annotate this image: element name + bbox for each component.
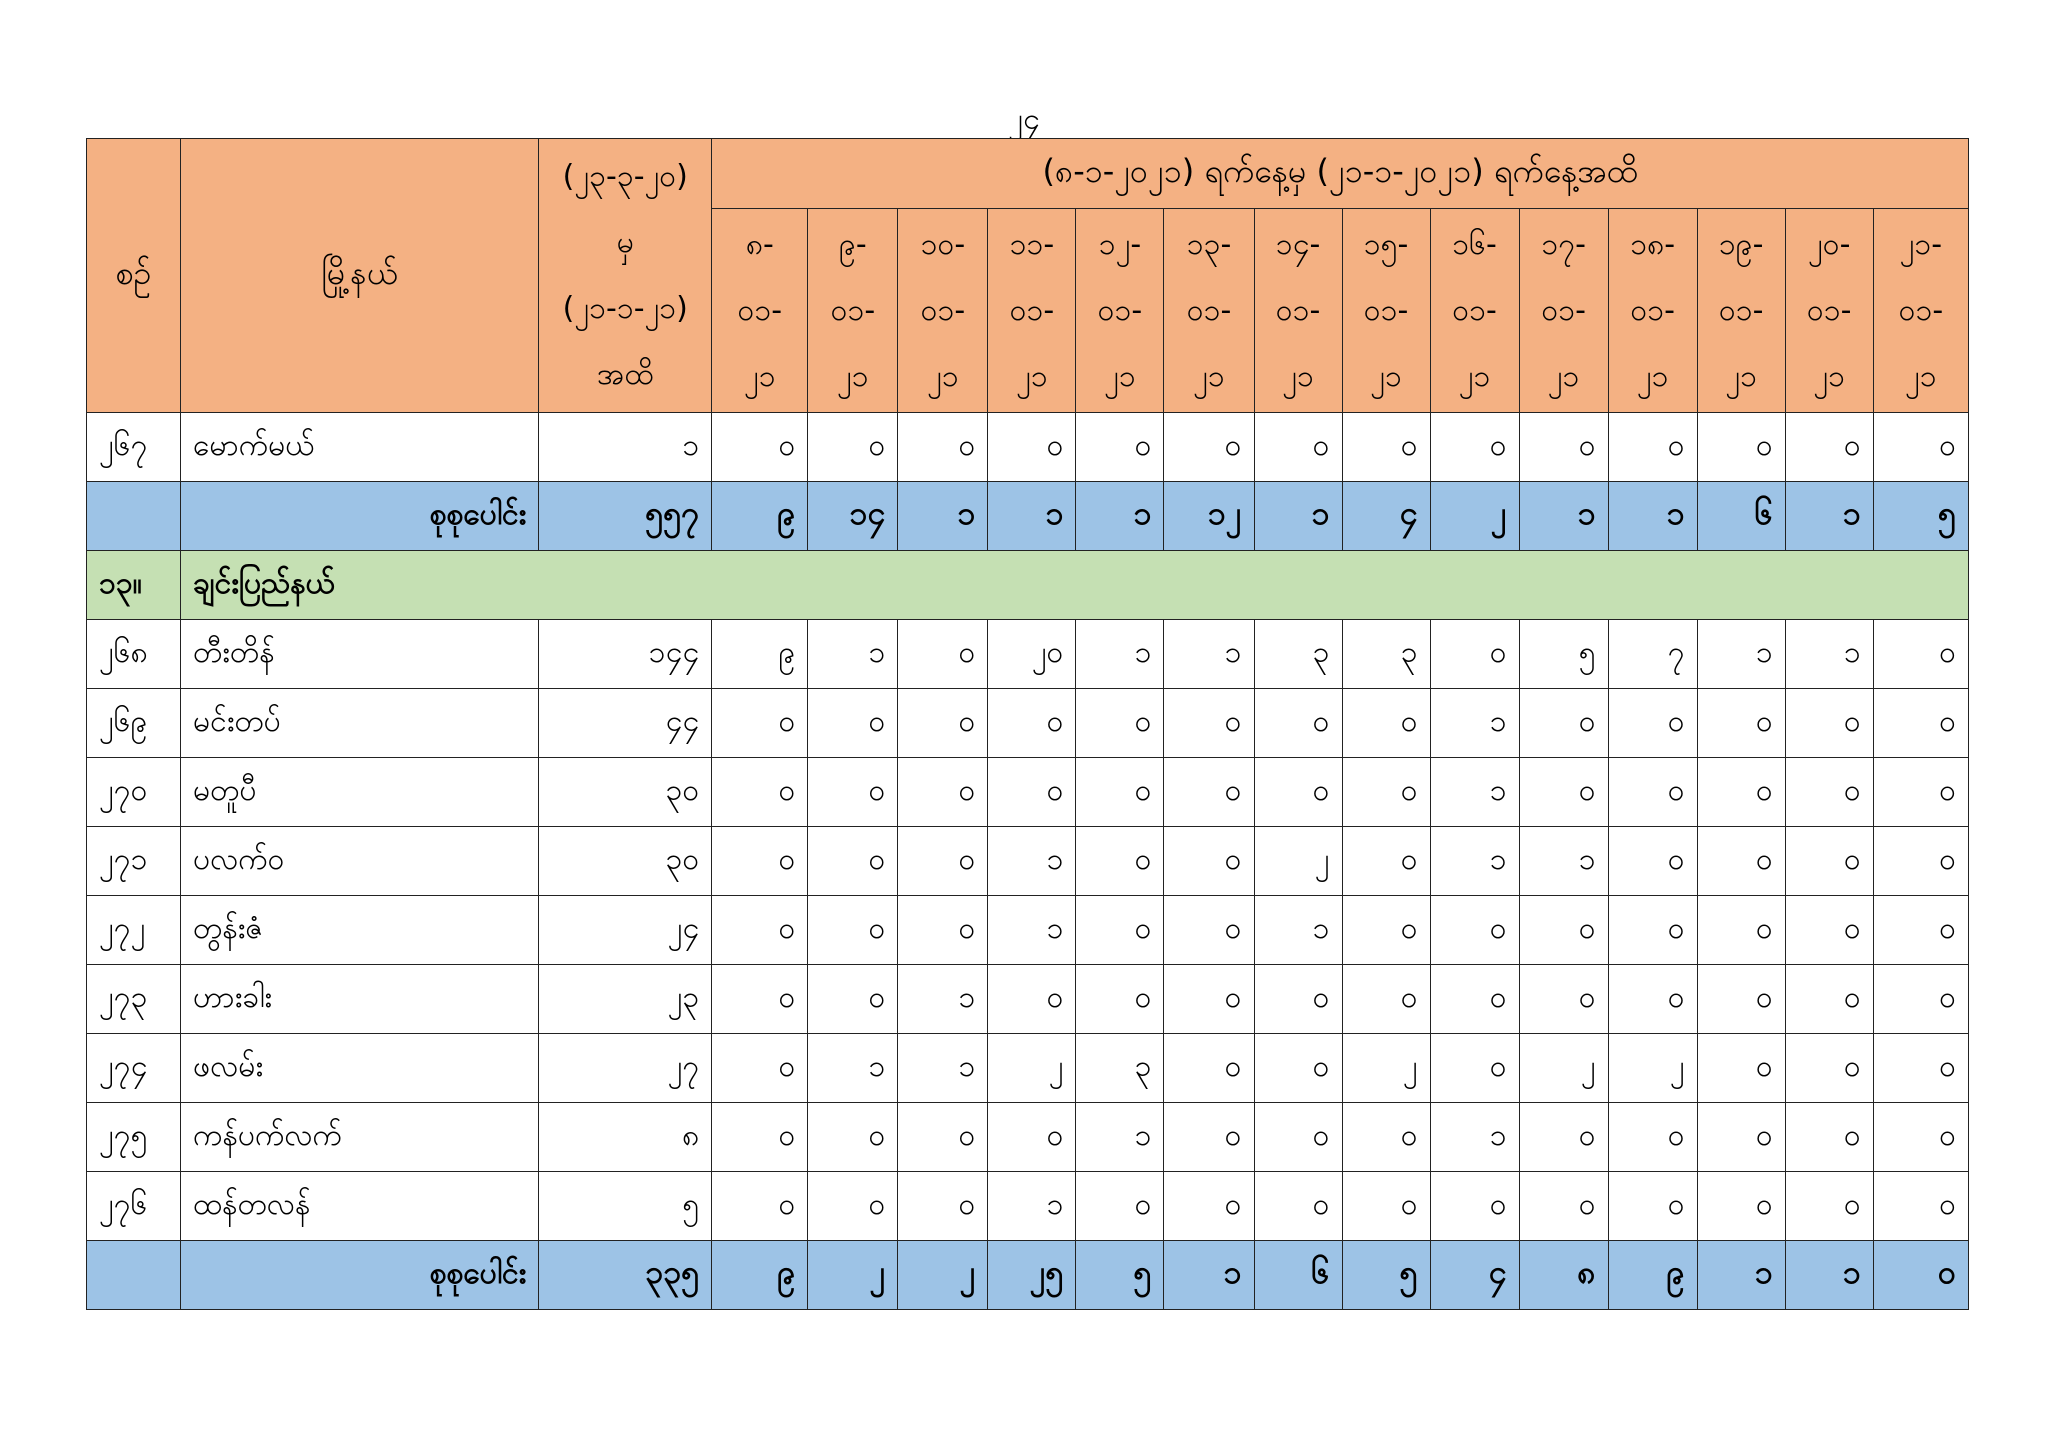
daily-value: ၀ bbox=[1519, 965, 1608, 1034]
daily-value: ၀ bbox=[1873, 1103, 1968, 1172]
daily-value: ၁ bbox=[1254, 896, 1342, 965]
daily-value: ၀ bbox=[1342, 758, 1430, 827]
daily-value: ၉ bbox=[1608, 1241, 1697, 1310]
daily-value: ၀ bbox=[1164, 413, 1254, 482]
daily-value: ၁ bbox=[1076, 482, 1164, 551]
header-date-line: ၂၁ bbox=[1725, 358, 1757, 394]
daily-value: ၀ bbox=[1519, 1103, 1608, 1172]
header-range-title: (၈-၁-၂၀၂၁) ရက်နေ့မှ (၂၁-၁-၂၀၂၁) ရက်နေ့အထိ bbox=[712, 139, 1969, 209]
daily-value: ၀ bbox=[1697, 1034, 1785, 1103]
daily-value: ၂၀ bbox=[988, 620, 1076, 689]
daily-value: ၁ bbox=[1164, 620, 1254, 689]
daily-value: ၁၄ bbox=[808, 482, 898, 551]
daily-value: ၀ bbox=[1254, 965, 1342, 1034]
township-name: မင်းတပ် bbox=[181, 689, 539, 758]
daily-value: ၁ bbox=[808, 1034, 898, 1103]
daily-value: ၂ bbox=[808, 1241, 898, 1310]
total-label: စုစုပေါင်း bbox=[181, 482, 539, 551]
header-date-5 bbox=[1076, 209, 1164, 413]
daily-value: ၀ bbox=[1164, 758, 1254, 827]
daily-value: ၀ bbox=[1519, 1172, 1608, 1241]
township-name: ဟားခါး bbox=[181, 965, 539, 1034]
table-row bbox=[87, 413, 1969, 482]
daily-value: ၀ bbox=[1076, 1172, 1164, 1241]
daily-value: ၁ bbox=[988, 896, 1076, 965]
daily-value: ၂ bbox=[1608, 1034, 1697, 1103]
header-date-line: ၀၁- bbox=[1541, 292, 1586, 328]
header-date-line: ၁၂- bbox=[1098, 226, 1142, 262]
header-date-line: ၂၁ bbox=[1370, 358, 1402, 394]
header-date-line: ၈- bbox=[745, 226, 774, 262]
daily-value: ၀ bbox=[712, 1034, 808, 1103]
cumulative-value: ၅၅၇ bbox=[539, 482, 712, 551]
daily-value: ၀ bbox=[1076, 965, 1164, 1034]
daily-value: ၁ bbox=[1608, 482, 1697, 551]
daily-value: ၃ bbox=[1076, 1034, 1164, 1103]
daily-value: ၉ bbox=[712, 482, 808, 551]
serial-number: ၂၆၉ bbox=[87, 689, 181, 758]
daily-value: ၀ bbox=[1697, 1103, 1785, 1172]
daily-value: ၀ bbox=[712, 689, 808, 758]
daily-value: ၁ bbox=[988, 827, 1076, 896]
daily-value: ၀ bbox=[988, 689, 1076, 758]
table-row bbox=[87, 965, 1969, 1034]
header-date-line: ၁၉- bbox=[1718, 226, 1764, 262]
cumulative-value: ၁၄၄ bbox=[539, 620, 712, 689]
daily-value: ၀ bbox=[1873, 1241, 1968, 1310]
header-date-2 bbox=[808, 209, 898, 413]
covid-township-table bbox=[86, 138, 1969, 1310]
header-date-14 bbox=[1873, 209, 1968, 413]
daily-value: ၀ bbox=[1519, 689, 1608, 758]
cumulative-value: ၃၃၅ bbox=[539, 1241, 712, 1310]
cumulative-value: ၂၃ bbox=[539, 965, 712, 1034]
daily-value: ၂ bbox=[1519, 1034, 1608, 1103]
daily-value: ၁ bbox=[1785, 620, 1873, 689]
daily-value: ၀ bbox=[1873, 413, 1968, 482]
daily-value: ၀ bbox=[1873, 689, 1968, 758]
daily-value: ၂ bbox=[898, 1241, 988, 1310]
daily-value: ၀ bbox=[898, 1103, 988, 1172]
township-name: မတူပီ bbox=[181, 758, 539, 827]
daily-value: ၀ bbox=[1076, 896, 1164, 965]
daily-value: ၀ bbox=[1254, 1103, 1342, 1172]
daily-value: ၁ bbox=[1430, 827, 1519, 896]
daily-value: ၀ bbox=[1697, 896, 1785, 965]
page-number: ၂၄ bbox=[1008, 102, 1040, 137]
daily-value: ၀ bbox=[1164, 1103, 1254, 1172]
cumulative-value: ၂၇ bbox=[539, 1034, 712, 1103]
header-date-line: ၁၁- bbox=[1009, 226, 1055, 262]
daily-value: ၀ bbox=[1697, 1172, 1785, 1241]
daily-value: ၀ bbox=[712, 965, 808, 1034]
daily-value: ၂ bbox=[988, 1034, 1076, 1103]
daily-value: ၀ bbox=[1873, 758, 1968, 827]
header-date-line: ၂၁- bbox=[1899, 226, 1943, 262]
daily-value: ၀ bbox=[1342, 965, 1430, 1034]
header-date-3 bbox=[898, 209, 988, 413]
daily-value: ၀ bbox=[712, 827, 808, 896]
daily-value: ၀ bbox=[1608, 1103, 1697, 1172]
header-date-line: ၂၁ bbox=[1282, 358, 1314, 394]
daily-value: ၀ bbox=[898, 758, 988, 827]
township-name: တီးတိန် bbox=[181, 620, 539, 689]
serial-number: ၂၇၅ bbox=[87, 1103, 181, 1172]
header-date-10 bbox=[1519, 209, 1608, 413]
daily-value: ၀ bbox=[712, 896, 808, 965]
daily-value: ၇ bbox=[1608, 620, 1697, 689]
daily-value: ၁ bbox=[1697, 1241, 1785, 1310]
daily-value: ၀ bbox=[1430, 896, 1519, 965]
total-row bbox=[87, 482, 1969, 551]
header-date-line: ၂၁ bbox=[1813, 358, 1846, 394]
daily-value: ၀ bbox=[712, 1172, 808, 1241]
township-name: ထန်တလန် bbox=[181, 1172, 539, 1241]
serial-number: ၂၆၈ bbox=[87, 620, 181, 689]
table-row bbox=[87, 896, 1969, 965]
daily-value: ၀ bbox=[898, 1172, 988, 1241]
header-date-8 bbox=[1342, 209, 1430, 413]
daily-value: ၀ bbox=[1519, 758, 1608, 827]
daily-value: ၀ bbox=[808, 965, 898, 1034]
total-blank bbox=[87, 1241, 181, 1310]
header-date-line: ၀၁- bbox=[1275, 292, 1321, 328]
daily-value: ၂ bbox=[1342, 1034, 1430, 1103]
daily-value: ၀ bbox=[712, 1103, 808, 1172]
daily-value: ၁ bbox=[988, 482, 1076, 551]
header-date-line: ၀၁- bbox=[1718, 292, 1764, 328]
header-date-4 bbox=[988, 209, 1076, 413]
header-date-line: ၂၁ bbox=[1636, 358, 1669, 394]
daily-value: ၀ bbox=[1076, 758, 1164, 827]
cumulative-value: ၄၄ bbox=[539, 689, 712, 758]
daily-value: ၀ bbox=[808, 689, 898, 758]
daily-value: ၀ bbox=[1164, 1172, 1254, 1241]
daily-value: ၀ bbox=[1873, 1172, 1968, 1241]
serial-number: ၂၇၄ bbox=[87, 1034, 181, 1103]
header-date-7 bbox=[1254, 209, 1342, 413]
daily-value: ၄ bbox=[1342, 482, 1430, 551]
daily-value: ၀ bbox=[1697, 965, 1785, 1034]
header-date-line: ၁၅- bbox=[1363, 226, 1409, 262]
header-date-line: ၀၁- bbox=[1630, 292, 1675, 328]
daily-value: ၀ bbox=[808, 896, 898, 965]
header-row-top bbox=[87, 139, 1969, 209]
section-name: ချင်းပြည်နယ် bbox=[181, 551, 1969, 620]
total-label: စုစုပေါင်း bbox=[181, 1241, 539, 1310]
serial-number: ၂၇၀ bbox=[87, 758, 181, 827]
daily-value: ၀ bbox=[1254, 1034, 1342, 1103]
daily-value: ၀ bbox=[1785, 689, 1873, 758]
daily-value: ၀ bbox=[1430, 965, 1519, 1034]
header-date-line: ၀၁- bbox=[1806, 292, 1852, 328]
daily-value: ၁ bbox=[1254, 482, 1342, 551]
daily-value: ၀ bbox=[1873, 1034, 1968, 1103]
cumulative-value: ၈ bbox=[539, 1103, 712, 1172]
daily-value: ၁ bbox=[1430, 689, 1519, 758]
daily-value: ၂ bbox=[1254, 827, 1342, 896]
header-date-line: ၂၁ bbox=[837, 358, 869, 394]
header-date-9 bbox=[1430, 209, 1519, 413]
daily-value: ၀ bbox=[898, 620, 988, 689]
header-cumulative-line: (၂၃-၃-၂၀) bbox=[562, 158, 688, 194]
header-cumulative-line: မှ bbox=[616, 224, 634, 260]
daily-value: ၁ bbox=[1785, 1241, 1873, 1310]
header-date-line: ၁၄- bbox=[1275, 226, 1321, 262]
daily-value: ၀ bbox=[808, 1172, 898, 1241]
daily-value: ၁ bbox=[898, 482, 988, 551]
daily-value: ၀ bbox=[1164, 1034, 1254, 1103]
daily-value: ၀ bbox=[1342, 1103, 1430, 1172]
daily-value: ၀ bbox=[1254, 689, 1342, 758]
daily-value: ၀ bbox=[1873, 827, 1968, 896]
daily-value: ၀ bbox=[1608, 1172, 1697, 1241]
header-cumulative bbox=[539, 139, 712, 413]
daily-value: ၀ bbox=[808, 827, 898, 896]
daily-value: ၀ bbox=[1254, 758, 1342, 827]
daily-value: ၀ bbox=[1164, 689, 1254, 758]
daily-value: ၀ bbox=[1785, 827, 1873, 896]
header-date-line: ၉- bbox=[839, 226, 867, 262]
daily-value: ၀ bbox=[1608, 896, 1697, 965]
daily-value: ၀ bbox=[1254, 413, 1342, 482]
daily-value: ၀ bbox=[1785, 758, 1873, 827]
daily-value: ၃ bbox=[1342, 620, 1430, 689]
daily-value: ၀ bbox=[1342, 896, 1430, 965]
header-serial: စဉ် bbox=[87, 139, 181, 413]
daily-value: ၀ bbox=[1608, 758, 1697, 827]
daily-value: ၁ bbox=[898, 965, 988, 1034]
header-date-line: ၂၁ bbox=[744, 358, 776, 394]
table-row bbox=[87, 1103, 1969, 1172]
header-date-line: ၁၃- bbox=[1186, 226, 1232, 262]
daily-value: ၀ bbox=[1076, 827, 1164, 896]
serial-number: ၂၇၂ bbox=[87, 896, 181, 965]
serial-number: ၂၇၃ bbox=[87, 965, 181, 1034]
daily-value: ၀ bbox=[1608, 413, 1697, 482]
table-row bbox=[87, 689, 1969, 758]
daily-value: ၉ bbox=[712, 620, 808, 689]
header-date-line: ၀၁- bbox=[737, 292, 783, 328]
daily-value: ၀ bbox=[1430, 1172, 1519, 1241]
daily-value: ၀ bbox=[1608, 689, 1697, 758]
daily-value: ၁၂ bbox=[1164, 482, 1254, 551]
daily-value: ၀ bbox=[1608, 827, 1697, 896]
daily-value: ၀ bbox=[712, 413, 808, 482]
daily-value: ၅ bbox=[1342, 1241, 1430, 1310]
daily-value: ၀ bbox=[898, 827, 988, 896]
header-date-line: ၀၁- bbox=[1186, 292, 1232, 328]
header-date-12 bbox=[1697, 209, 1785, 413]
daily-value: ၀ bbox=[1697, 758, 1785, 827]
daily-value: ၁ bbox=[1519, 482, 1608, 551]
header-cumulative-line: အထိ bbox=[596, 356, 654, 392]
daily-value: ၅ bbox=[1076, 1241, 1164, 1310]
daily-value: ၀ bbox=[1608, 965, 1697, 1034]
daily-value: ၁ bbox=[1785, 482, 1873, 551]
daily-value: ၀ bbox=[808, 413, 898, 482]
daily-value: ၁ bbox=[808, 620, 898, 689]
header-date-line: ၂၁ bbox=[1193, 358, 1225, 394]
section-row bbox=[87, 551, 1969, 620]
daily-value: ၁ bbox=[1076, 1103, 1164, 1172]
daily-value: ၁ bbox=[988, 1172, 1076, 1241]
daily-value: ၀ bbox=[1519, 413, 1608, 482]
daily-value: ၀ bbox=[898, 896, 988, 965]
daily-value: ၀ bbox=[1519, 896, 1608, 965]
township-name: ကန်ပက်လက် bbox=[181, 1103, 539, 1172]
daily-value: ၅ bbox=[1873, 482, 1968, 551]
daily-value: ၀ bbox=[1873, 896, 1968, 965]
daily-value: ၁ bbox=[1430, 1103, 1519, 1172]
table-row bbox=[87, 827, 1969, 896]
cumulative-value: ၃၀ bbox=[539, 827, 712, 896]
township-name: ပလက်ဝ bbox=[181, 827, 539, 896]
daily-value: ၀ bbox=[808, 758, 898, 827]
daily-value: ၀ bbox=[1697, 689, 1785, 758]
township-name: တွန်းဇံ bbox=[181, 896, 539, 965]
daily-value: ၂၅ bbox=[988, 1241, 1076, 1310]
header-date-line: ၀၁- bbox=[1452, 292, 1497, 328]
total-blank bbox=[87, 482, 181, 551]
cumulative-value: ၂၄ bbox=[539, 896, 712, 965]
daily-value: ၀ bbox=[1342, 413, 1430, 482]
daily-value: ၀ bbox=[1430, 1034, 1519, 1103]
daily-value: ၀ bbox=[988, 758, 1076, 827]
daily-value: ၀ bbox=[808, 1103, 898, 1172]
cumulative-value: ၁ bbox=[539, 413, 712, 482]
header-date-line: ၁၆- bbox=[1452, 226, 1497, 262]
header-date-line: ၀၁- bbox=[1363, 292, 1409, 328]
daily-value: ၀ bbox=[898, 413, 988, 482]
daily-value: ၀ bbox=[1785, 1103, 1873, 1172]
header-cumulative-line: (၂၁-၁-၂၁) bbox=[562, 290, 688, 326]
header-date-13 bbox=[1785, 209, 1873, 413]
daily-value: ၁ bbox=[1430, 758, 1519, 827]
daily-value: ၀ bbox=[1697, 827, 1785, 896]
header-date-line: ၁၇- bbox=[1541, 226, 1586, 262]
header-date-1 bbox=[712, 209, 808, 413]
header-date-11 bbox=[1608, 209, 1697, 413]
daily-value: ၀ bbox=[1076, 413, 1164, 482]
header-date-line: ၀၁- bbox=[1898, 292, 1944, 328]
serial-number: ၂၇၁ bbox=[87, 827, 181, 896]
daily-value: ၄ bbox=[1430, 1241, 1519, 1310]
daily-value: ၀ bbox=[1430, 620, 1519, 689]
daily-value: ၃ bbox=[1254, 620, 1342, 689]
township-name: ဖလမ်း bbox=[181, 1034, 539, 1103]
header-date-line: ၂၁ bbox=[927, 358, 959, 394]
daily-value: ၀ bbox=[1785, 1172, 1873, 1241]
daily-value: ၀ bbox=[988, 1103, 1076, 1172]
table-row bbox=[87, 1172, 1969, 1241]
daily-value: ၀ bbox=[1430, 413, 1519, 482]
daily-value: ၁ bbox=[1164, 1241, 1254, 1310]
header-township: မြို့နယ် bbox=[181, 139, 539, 413]
daily-value: ၀ bbox=[1873, 965, 1968, 1034]
serial-number: ၂၆၇ bbox=[87, 413, 181, 482]
total-row bbox=[87, 1241, 1969, 1310]
daily-value: ၆ bbox=[1697, 482, 1785, 551]
header-date-line: ၀၁- bbox=[1097, 292, 1143, 328]
daily-value: ၀ bbox=[1697, 413, 1785, 482]
daily-value: ၀ bbox=[1164, 827, 1254, 896]
header-date-line: ၂၁ bbox=[1905, 358, 1937, 394]
daily-value: ၀ bbox=[988, 413, 1076, 482]
daily-value: ၀ bbox=[1342, 1172, 1430, 1241]
daily-value: ၉ bbox=[712, 1241, 808, 1310]
daily-value: ၁ bbox=[1076, 620, 1164, 689]
header-date-line: ၁၈- bbox=[1630, 226, 1676, 262]
table-row bbox=[87, 1034, 1969, 1103]
header-date-line: ၂၁ bbox=[1458, 358, 1491, 394]
daily-value: ၀ bbox=[1785, 413, 1873, 482]
cumulative-value: ၃၀ bbox=[539, 758, 712, 827]
header-date-line: ၂၁ bbox=[1104, 358, 1136, 394]
header-date-line: ၂၀- bbox=[1807, 226, 1851, 262]
table-row bbox=[87, 620, 1969, 689]
section-number: ၁၃။ bbox=[87, 551, 181, 620]
daily-value: ၂ bbox=[1430, 482, 1519, 551]
daily-value: ၆ bbox=[1254, 1241, 1342, 1310]
daily-value: ၁ bbox=[898, 1034, 988, 1103]
daily-value: ၀ bbox=[1076, 689, 1164, 758]
daily-value: ၀ bbox=[1785, 1034, 1873, 1103]
serial-number: ၂၇၆ bbox=[87, 1172, 181, 1241]
header-date-line: ၂၁ bbox=[1547, 358, 1580, 394]
header-date-6 bbox=[1164, 209, 1254, 413]
daily-value: ၈ bbox=[1519, 1241, 1608, 1310]
cumulative-value: ၅ bbox=[539, 1172, 712, 1241]
daily-value: ၀ bbox=[1342, 827, 1430, 896]
daily-value: ၀ bbox=[1164, 965, 1254, 1034]
daily-value: ၀ bbox=[1785, 896, 1873, 965]
header-date-line: ၁၀- bbox=[920, 226, 966, 262]
daily-value: ၅ bbox=[1519, 620, 1608, 689]
daily-value: ၀ bbox=[1873, 620, 1968, 689]
daily-value: ၀ bbox=[898, 689, 988, 758]
header-date-line: ၀၁- bbox=[830, 292, 876, 328]
header-date-line: ၀၁- bbox=[920, 292, 966, 328]
daily-value: ၀ bbox=[1785, 965, 1873, 1034]
daily-value: ၁ bbox=[1519, 827, 1608, 896]
daily-value: ၀ bbox=[1342, 689, 1430, 758]
table-row bbox=[87, 758, 1969, 827]
daily-value: ၀ bbox=[988, 965, 1076, 1034]
daily-value: ၀ bbox=[1164, 896, 1254, 965]
daily-value: ၁ bbox=[1697, 620, 1785, 689]
header-date-line: ၀၁- bbox=[1009, 292, 1055, 328]
daily-value: ၀ bbox=[712, 758, 808, 827]
header-date-line: ၂၁ bbox=[1016, 358, 1048, 394]
daily-value: ၀ bbox=[1254, 1172, 1342, 1241]
township-name: မောက်မယ် bbox=[181, 413, 539, 482]
